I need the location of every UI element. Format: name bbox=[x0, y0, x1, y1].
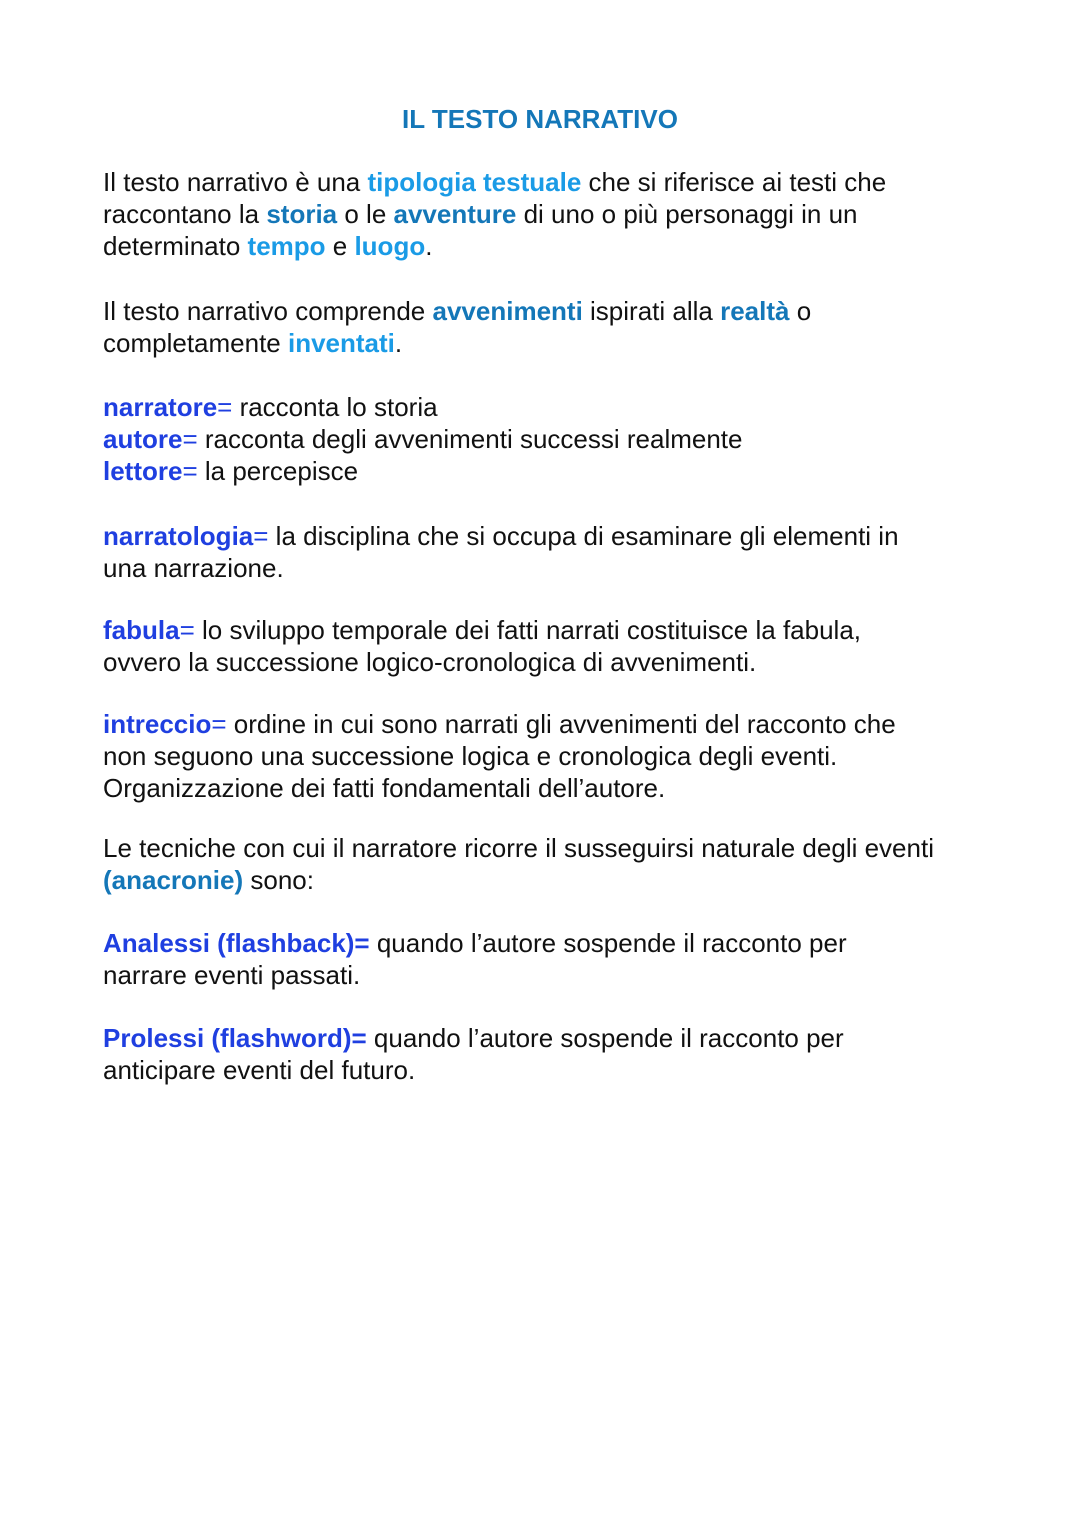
keyword-anacronie: (anacronie) bbox=[103, 865, 244, 895]
text: raccontano la bbox=[103, 199, 267, 229]
prolessi-definition bbox=[103, 1022, 1003, 1086]
definition: la percepisce bbox=[197, 456, 359, 486]
role-autore bbox=[103, 423, 1003, 455]
text: o bbox=[789, 296, 812, 326]
intreccio-line-2: non seguono una successione logica e cronologica degli eventi. bbox=[103, 741, 838, 771]
role-narratore bbox=[103, 391, 1003, 423]
definition: la disciplina che si occupa di esaminare gli elementi in bbox=[268, 521, 899, 551]
techniques-line-1: Le tecniche con cui il narratore ricorre il susseguirsi naturale degli eventi bbox=[103, 833, 934, 863]
text: o le bbox=[337, 199, 394, 229]
term-autore: autore bbox=[103, 424, 183, 454]
role-lettore bbox=[103, 455, 1003, 487]
fabula-definition bbox=[103, 614, 1003, 678]
text: che si riferisce ai testi che bbox=[581, 167, 887, 197]
page-title: IL TESTO NARRATIVO bbox=[402, 104, 678, 134]
definition: racconta lo storia bbox=[232, 392, 438, 422]
keyword-storia: storia bbox=[266, 199, 338, 229]
text: di uno o più personaggi in un bbox=[516, 199, 858, 229]
definition: racconta degli avvenimenti successi realmente bbox=[197, 424, 743, 454]
narratologia-line-2: una narrazione. bbox=[103, 553, 284, 583]
term-intreccio: intreccio bbox=[103, 709, 212, 739]
prolessi-line-1 bbox=[103, 1022, 1003, 1054]
text: e bbox=[325, 231, 355, 261]
term-fabula: fabula bbox=[103, 615, 180, 645]
term-analessi: Analessi (flashback)= bbox=[103, 928, 370, 958]
intro-line-2 bbox=[103, 198, 1003, 230]
text: Il testo narrativo è una bbox=[103, 167, 368, 197]
events-line-2 bbox=[103, 327, 1003, 359]
term-narratologia: narratologia bbox=[103, 521, 254, 551]
keyword-avventure: avventure bbox=[393, 199, 517, 229]
definition: lo sviluppo temporale dei fatti narrati costituisce la fabula, bbox=[194, 615, 862, 645]
definition: ordine in cui sono narrati gli avvenimenti del racconto che bbox=[226, 709, 896, 739]
keyword-tempo: tempo bbox=[247, 231, 326, 261]
text: completamente bbox=[103, 328, 288, 358]
techniques-paragraph bbox=[103, 832, 1003, 896]
narratologia-definition bbox=[103, 520, 1003, 584]
text: determinato bbox=[103, 231, 248, 261]
intreccio-line-1 bbox=[103, 708, 1003, 740]
equals-sign: = bbox=[253, 521, 269, 551]
techniques-line-2 bbox=[103, 864, 1003, 896]
equals-sign: = bbox=[211, 709, 227, 739]
intro-paragraph bbox=[103, 166, 1003, 262]
roles-list bbox=[103, 391, 1003, 487]
keyword-tipologia-testuale: tipologia testuale bbox=[367, 167, 582, 197]
definition: quando l’autore sospende il racconto per bbox=[366, 1023, 844, 1053]
definition: quando l’autore sospende il racconto per bbox=[369, 928, 847, 958]
fabula-line-1 bbox=[103, 614, 1003, 646]
term-prolessi: Prolessi (flashword)= bbox=[103, 1023, 367, 1053]
events-line-1 bbox=[103, 295, 1003, 327]
intreccio-line-3: Organizzazione dei fatti fondamentali dell’autore. bbox=[103, 773, 666, 803]
analessi-line-2: narrare eventi passati. bbox=[103, 960, 361, 990]
narratologia-line-1 bbox=[103, 520, 1003, 552]
fabula-line-2: ovvero la successione logico-cronologica di avvenimenti. bbox=[103, 647, 757, 677]
keyword-avvenimenti: avvenimenti bbox=[432, 296, 583, 326]
equals-sign: = bbox=[217, 392, 233, 422]
text: . bbox=[425, 231, 433, 261]
text: Il testo narrativo comprende bbox=[103, 296, 433, 326]
text: ispirati alla bbox=[582, 296, 721, 326]
intreccio-definition bbox=[103, 708, 1003, 804]
analessi-line-1 bbox=[103, 927, 1003, 959]
equals-sign: = bbox=[182, 424, 198, 454]
intro-line-1 bbox=[103, 166, 1003, 198]
keyword-inventati: inventati bbox=[287, 328, 395, 358]
term-lettore: lettore bbox=[103, 456, 183, 486]
keyword-realta: realtà bbox=[720, 296, 790, 326]
text: sono: bbox=[243, 865, 314, 895]
term-narratore: narratore bbox=[103, 392, 218, 422]
equals-sign: = bbox=[179, 615, 195, 645]
events-paragraph bbox=[103, 295, 1003, 359]
prolessi-line-2: anticipare eventi del futuro. bbox=[103, 1055, 416, 1085]
text: . bbox=[394, 328, 403, 358]
equals-sign: = bbox=[182, 456, 198, 486]
intro-line-3 bbox=[103, 230, 1003, 262]
keyword-luogo: luogo bbox=[354, 231, 426, 261]
analessi-definition bbox=[103, 927, 1003, 991]
